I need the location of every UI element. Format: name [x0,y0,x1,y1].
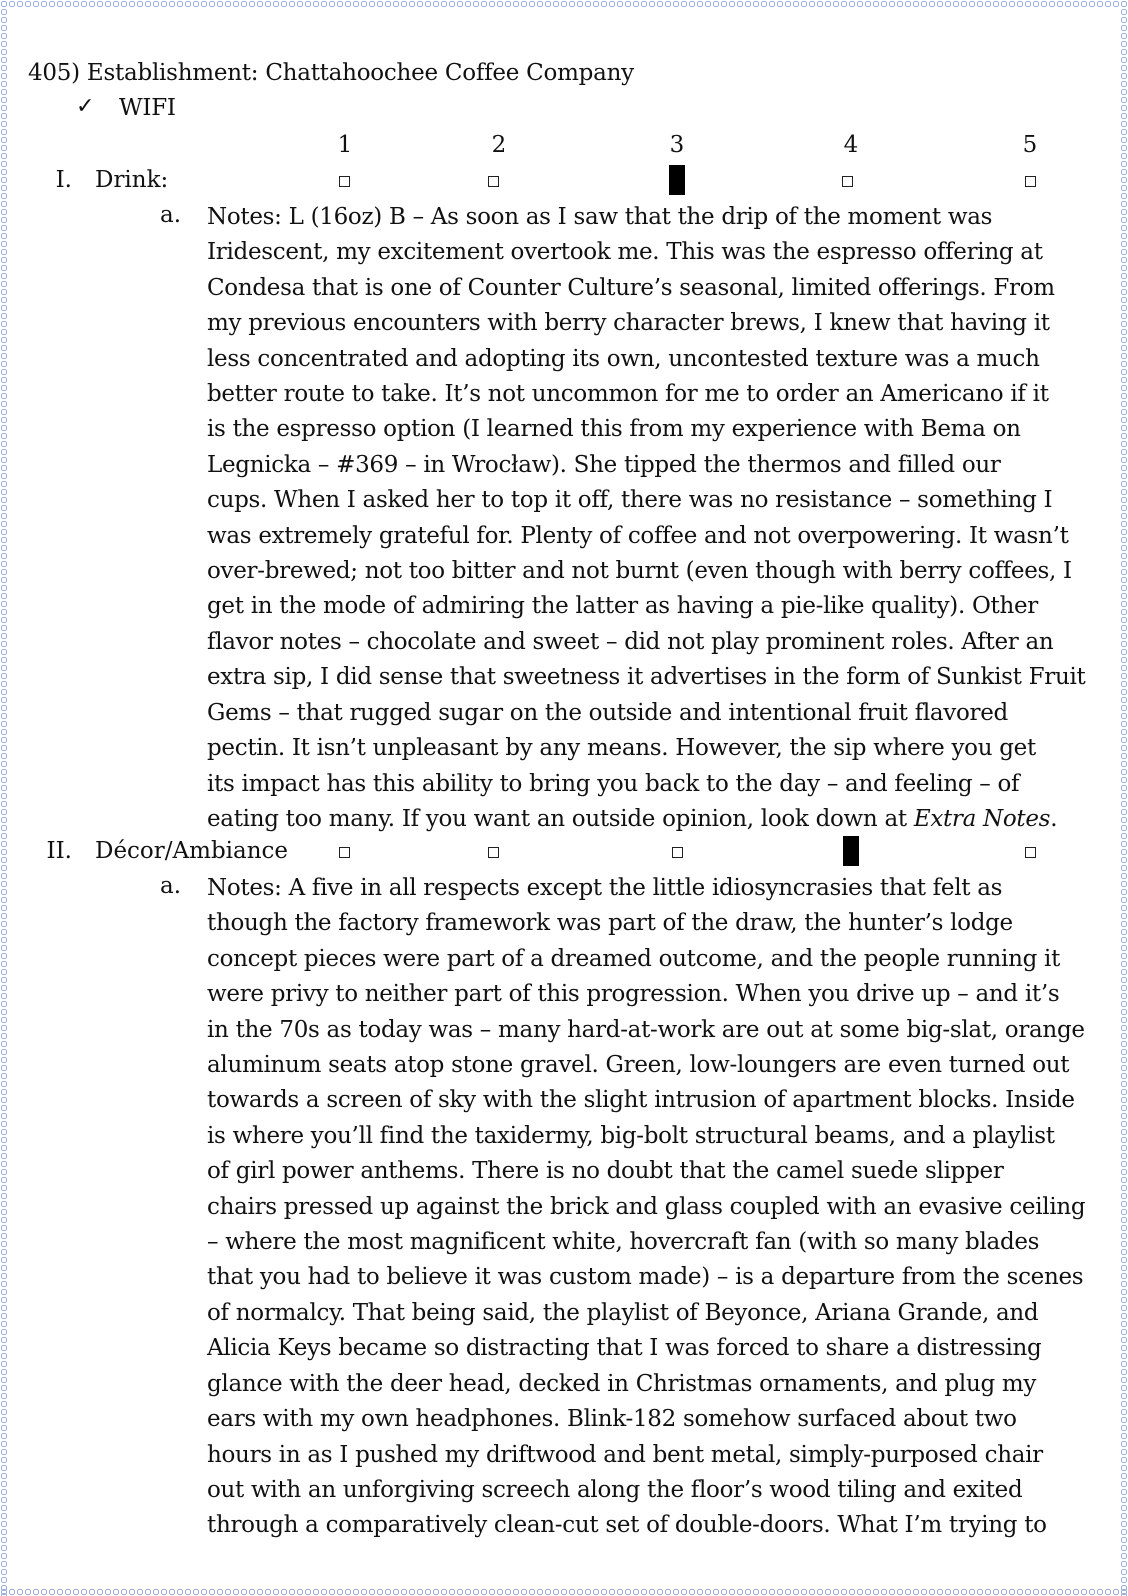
decor-notes-line: that you had to believe it was custom made) – is a departure from the scenes [207,1264,1084,1291]
wifi-label: WIFI [119,95,176,121]
section-label-decor: Décor/Ambiance [95,838,289,864]
drink-notes-last-line-end: . [1050,805,1058,832]
section-label-drink: Drink: [95,167,169,193]
decor-notes-line: – where the most magnificent white, hovercraft fan (with so many blades [207,1229,1040,1256]
drink-notes-line: was extremely grateful for. Plenty of coffee and not overpowering. It wasn’t [207,522,1069,549]
scale-number-2: 2 [491,132,507,158]
drink-notes-line: Notes: L (16oz) B – As soon as I saw that the drip of the moment was [207,204,993,230]
drink-notes-line: Iridescent, my excitement overtook me. This was the espresso offering at [207,239,1043,266]
decor-notes-line: through a comparatively clean-cut set of double-doors. What I’m trying to [207,1512,1047,1539]
decor-notes-line: of normalcy. That being said, the playlist of Beyonce, Ariana Grande, and [207,1299,1039,1326]
drink-rating-box-5[interactable] [1025,176,1036,187]
section-numeral-drink: I. [55,167,72,193]
decor-notes-line: towards a screen of sky with the slight intrusion of apartment blocks. Inside [207,1087,1075,1114]
decor-notes-line: out with an unforgiving screech along the floor’s wood tiling and exited [207,1476,1023,1503]
decor-notes-line: were privy to neither part of this progression. When you drive up – and it’s [207,981,1060,1008]
scale-number-4: 4 [843,132,859,158]
decor-notes-line: glance with the deer head, decked in Christmas ornaments, and plug my [207,1370,1037,1397]
drink-notes-last-line-text: eating too many. If you want an outside opinion, look down at [207,805,914,832]
decor-notes-line: Alicia Keys became so distracting that I was forced to share a distressing [207,1335,1042,1362]
drink-rating-box-4[interactable] [842,176,853,187]
page-border-bottom [0,1588,1128,1596]
drink-notes-line: its impact has this ability to bring you back to the day – and feeling – of [207,770,1020,797]
drink-rating-box-2[interactable] [488,176,499,187]
decor-rating-box-3[interactable] [672,847,683,858]
drink-notes-line: pectin. It isn’t unpleasant by any means. However, the sip where you get [207,735,1036,762]
drink-rating-box-3-selected[interactable] [669,165,685,195]
decor-notes-line: concept pieces were part of a dreamed outcome, and the people running it [207,945,1061,972]
drink-notes-line: is the espresso option (I learned this from my experience with Bema on [207,416,1021,443]
decor-notes-line: is where you’ll find the taxidermy, big-bolt structural beams, and a playlist [207,1122,1055,1149]
decor-notes-line: hours in as I pushed my driftwood and bent metal, simply-purposed chair [207,1441,1043,1468]
decor-notes-line: in the 70s as today was – many hard-at-work are out at some big-slat, orange [207,1016,1085,1043]
decor-notes-line: aluminum seats atop stone gravel. Green, low-loungers are even turned out [207,1052,1070,1079]
check-icon: ✓ [76,94,95,119]
page-border-right [1120,0,1128,1596]
decor-notes-line: chairs pressed up against the brick and glass coupled with an evasive ceiling [207,1193,1086,1220]
decor-notes-line: of girl power anthems. There is no doubt that the camel suede slipper [207,1158,1004,1185]
drink-notes-line: flavor notes – chocolate and sweet – did not play prominent roles. After an [207,628,1054,655]
drink-notes [207,200,1087,837]
drink-notes-line: get in the mode of admiring the latter as having a pie-like quality). Other [207,593,1038,620]
drink-notes-line: Gems – that rugged sugar on the outside and intentional fruit flavored [207,699,1008,726]
decor-notes-line: Notes: A five in all respects except the little idiosyncrasies that felt as [207,875,1003,901]
drink-notes-line: less concentrated and adopting its own, uncontested texture was a much [207,345,1040,372]
drink-notes-line: Condesa that is one of Counter Culture’s seasonal, limited offerings. From [207,274,1055,301]
drink-rating-box-1[interactable] [339,176,350,187]
page-border-top [0,0,1128,8]
decor-rating-box-4-selected[interactable] [843,836,859,866]
extra-notes-reference: Extra Notes [913,805,1051,832]
entry-heading: 405) Establishment: Chattahoochee Coffee Company [28,60,634,86]
decor-rating-box-5[interactable] [1025,847,1036,858]
drink-notes-line: cups. When I asked her to top it off, there was no resistance – something I [207,487,1053,514]
drink-notes-line: my previous encounters with berry character brews, I knew that having it [207,310,1050,337]
drink-notes-line: better route to take. It’s not uncommon for me to order an Americano if it [207,381,1049,408]
decor-notes [207,871,1087,1544]
decor-rating-box-1[interactable] [339,847,350,858]
drink-notes-line: over-brewed; not too bitter and not burnt (even though with berry coffees, I [207,558,1072,585]
decor-notes-line: though the factory framework was part of the draw, the hunter’s lodge [207,910,1013,937]
decor-rating-box-2[interactable] [488,847,499,858]
section-numeral-decor: II. [46,838,72,864]
scale-number-1: 1 [337,132,353,158]
drink-notes-marker: a. [160,202,182,228]
drink-notes-line: extra sip, I did sense that sweetness it advertises in the form of Sunkist Fruit [207,664,1086,691]
drink-notes-last-line [207,802,1087,837]
scale-number-3: 3 [669,132,685,158]
page-border-left [0,0,8,1596]
decor-notes-marker: a. [160,873,182,899]
scale-number-5: 5 [1022,132,1038,158]
decor-notes-line: ears with my own headphones. Blink-182 somehow surfaced about two [207,1406,1017,1433]
drink-notes-line: Legnicka – #369 – in Wrocław). She tipped the thermos and filled our [207,451,1001,478]
